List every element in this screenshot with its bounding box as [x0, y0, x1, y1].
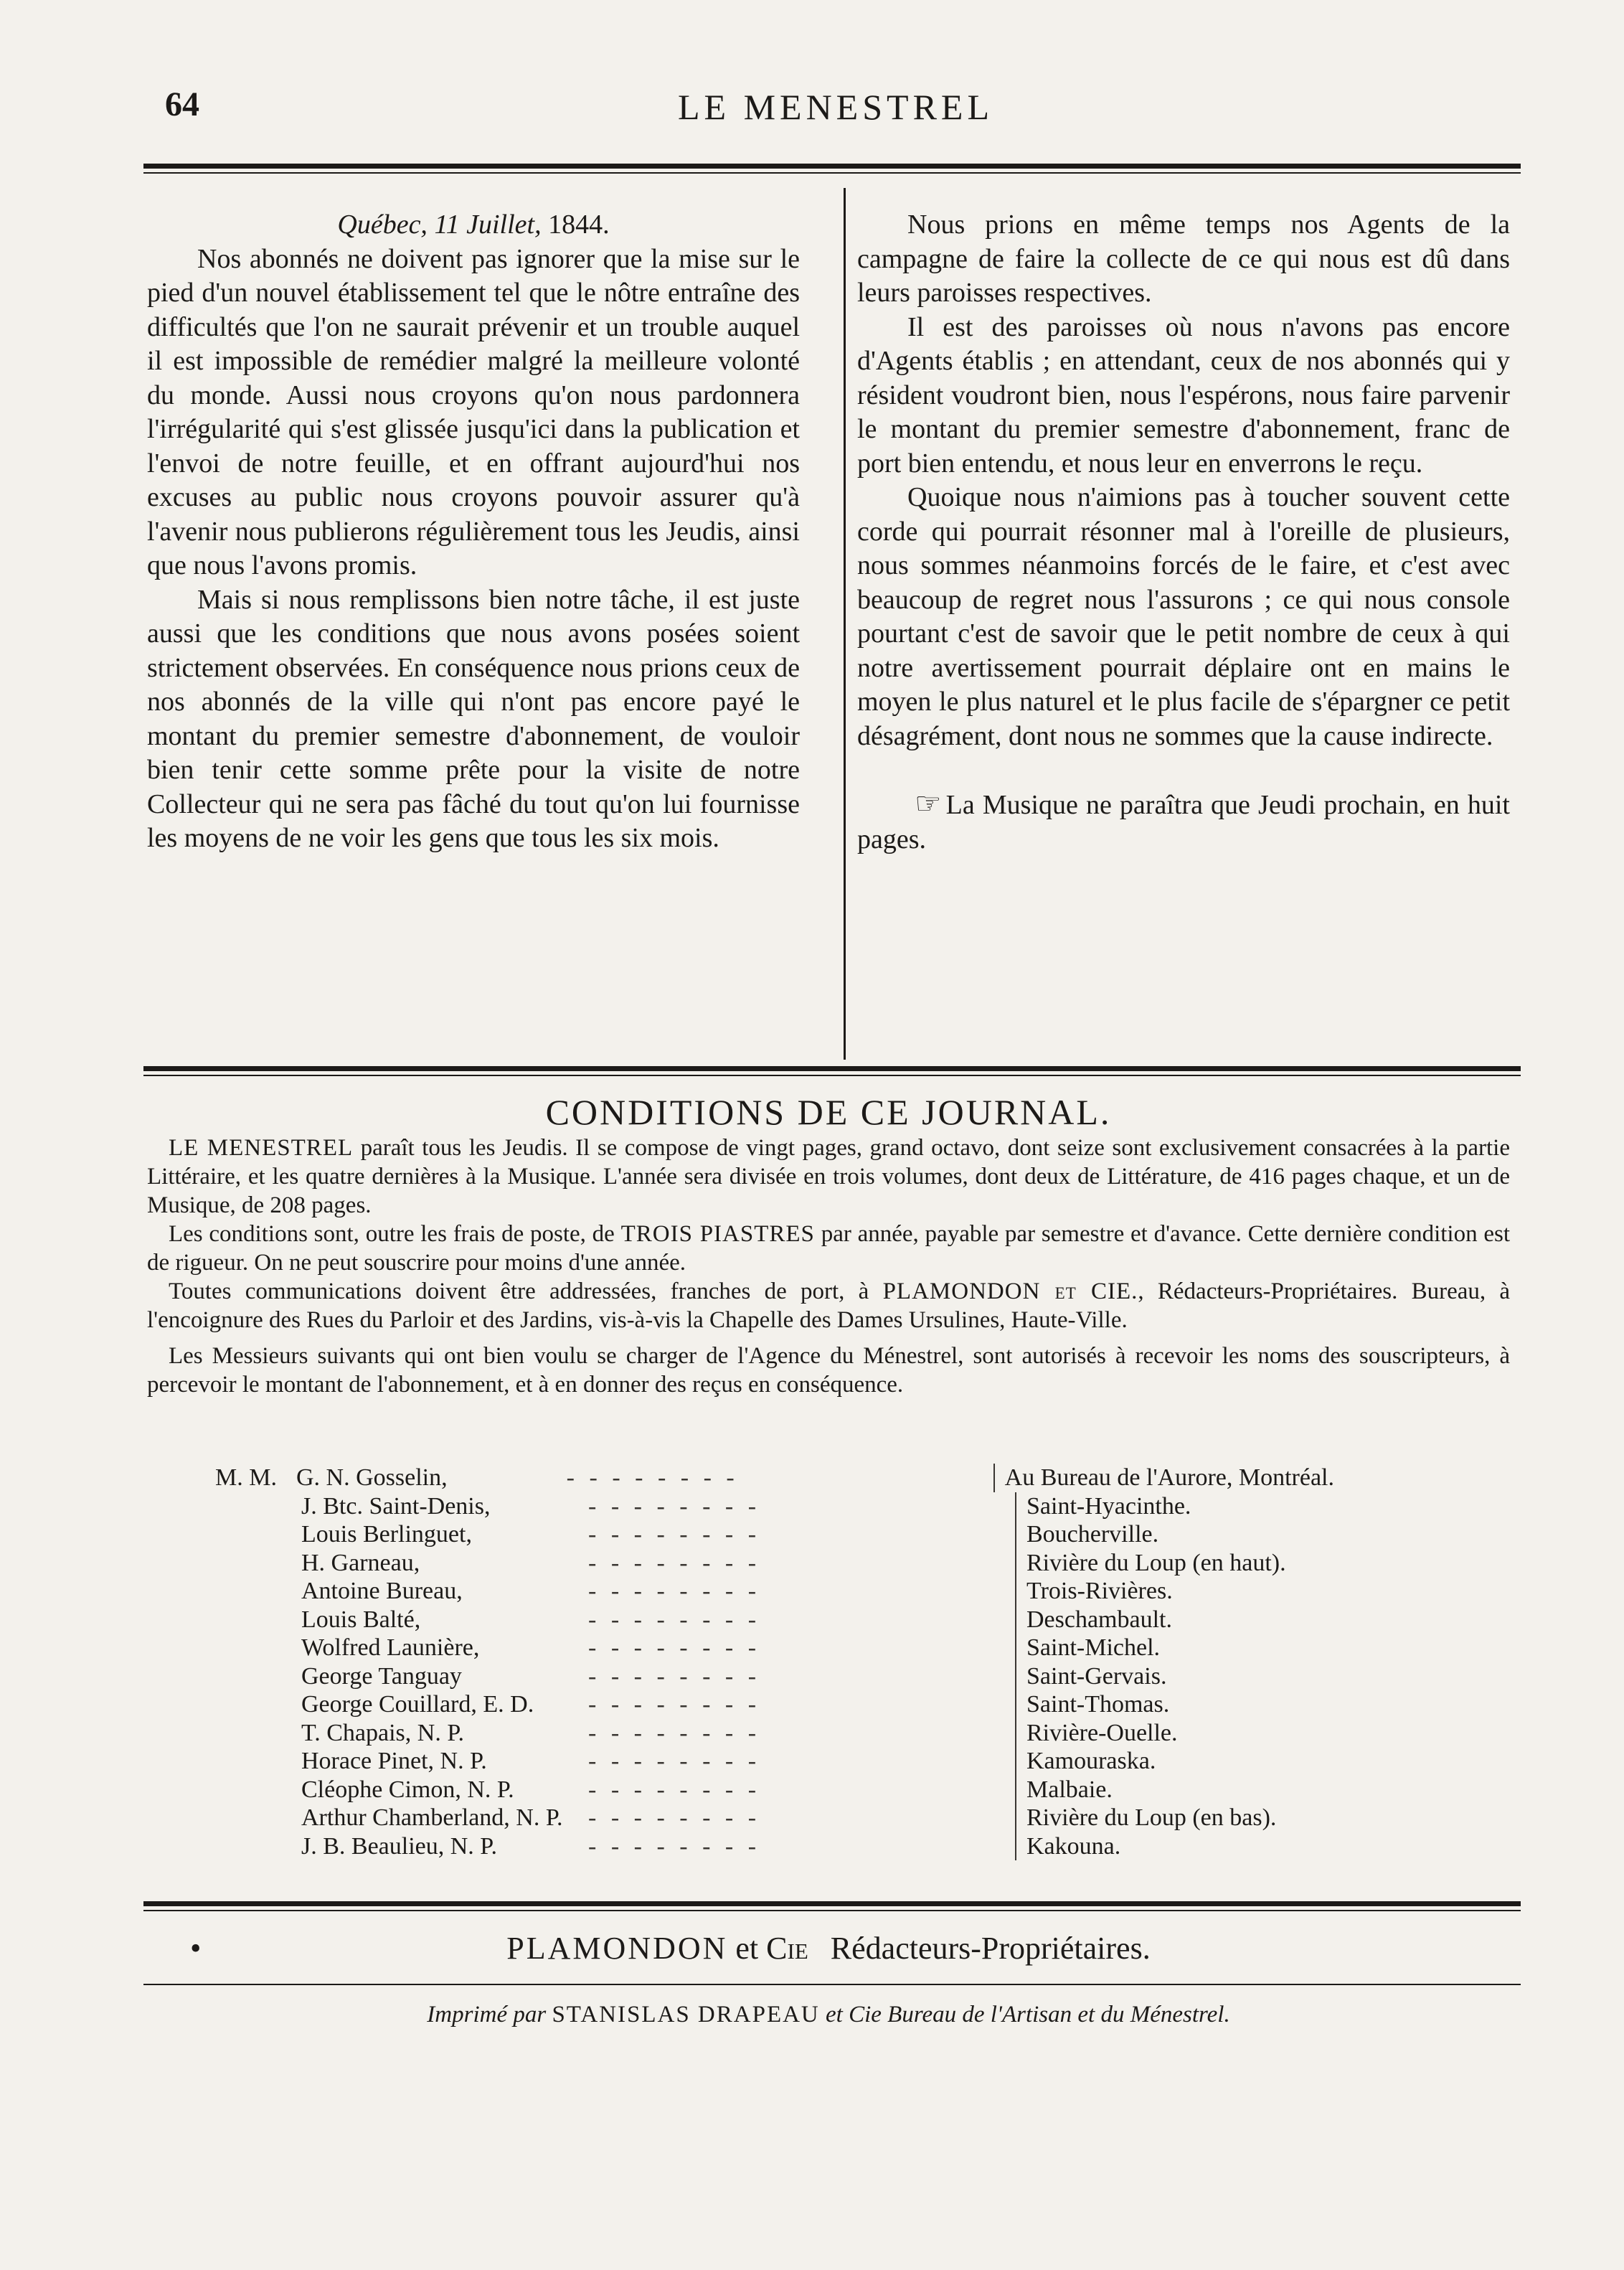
dot-leader: - - - - - - - -: [588, 1691, 761, 1718]
agent-row: [215, 1549, 1334, 1578]
article-paragraph: Il est des paroisses où nous n'avons pas encore d'Agents établis ; en attendant, ceux de nos abonnés qui y résident voudront bien, nous l'espérons, nous faire parvenir le montant du premier semestre d'abonnement, franc de port bien entendu, et nous leur en enverrons le reçu.: [857, 311, 1510, 479]
honorific: [215, 1549, 301, 1578]
honorific: [215, 1520, 301, 1549]
agent-name: G. N. Gosselin,: [296, 1464, 448, 1491]
dateline: [147, 208, 800, 242]
agent-name: George Tanguay: [301, 1662, 462, 1690]
dot-leader: - - - - - - - -: [588, 1719, 761, 1746]
agent-place: Rivière du Loup (en bas).: [1015, 1804, 1276, 1832]
price: TROIS PIASTRES: [620, 1221, 815, 1247]
agents-intro: Les Messieurs suivants qui ont bien voulu se charger de l'Agence du Ménestrel, sont autorisés à recevoir les noms des souscripteurs, à percevoir le montant de l'abonnement, et à en donner des reçus en conséquence.: [147, 1343, 1510, 1398]
agent-name: Louis Berlinguet,: [301, 1521, 472, 1548]
agent-row: [215, 1690, 1334, 1719]
right-column: [857, 208, 1510, 857]
agent-place: Saint-Michel.: [1015, 1634, 1160, 1662]
honorific: M. M.: [215, 1464, 277, 1491]
agent-row: [215, 1747, 1334, 1776]
agent-place: Saint-Thomas.: [1015, 1690, 1169, 1719]
honorific: [215, 1719, 301, 1748]
honorific: [215, 1606, 301, 1634]
article-paragraph: Nous prions en même temps nos Agents de la campagne de faire la collecte de ce qui nous est dû dans leurs paroisses respectives.: [857, 209, 1510, 308]
honorific: [215, 1577, 301, 1606]
agent-place: Deschambault.: [1015, 1606, 1172, 1634]
printer-imprint: Imprimé par STANISLAS DRAPEAU et Cie Bureau de l'Artisan et du Ménestrel.: [427, 2002, 1230, 2028]
agent-place: Trois-Rivières.: [1015, 1577, 1173, 1606]
agent-row: [215, 1719, 1334, 1748]
dateline-place: Québec,: [337, 209, 428, 240]
running-head: LE MENESTREL: [677, 87, 994, 127]
dot-leader: - - - - - - - -: [588, 1748, 761, 1774]
honorific: [215, 1776, 301, 1804]
agent-name: Antoine Bureau,: [301, 1578, 463, 1604]
publisher-name: PLAMONDON: [506, 1931, 728, 1966]
honorific: [215, 1747, 301, 1776]
agent-place: Rivière du Loup (en haut).: [1015, 1549, 1286, 1578]
firm-name: PLAMONDON et CIE.: [882, 1278, 1138, 1304]
agent-name: J. Btc. Saint-Denis,: [301, 1492, 491, 1520]
agent-place: Saint-Hyacinthe.: [1015, 1492, 1191, 1521]
dot-leader: - - - - - - - -: [588, 1549, 761, 1576]
agent-place: Malbaie.: [1015, 1776, 1113, 1804]
conditions-paragraph: Les conditions sont, outre les frais de poste, de TROIS PIASTRES par année, payable par semestre et d'avance. Cette dernière condition est de rigueur. On ne peut souscrire pour moins d'une année.: [147, 1221, 1510, 1276]
honorific: [215, 1634, 301, 1662]
agent-place: Rivière-Ouelle.: [1015, 1719, 1178, 1748]
dateline-year: 1844.: [548, 209, 610, 240]
honorific: [215, 1832, 301, 1861]
agent-row: [215, 1464, 1334, 1492]
pointing-hand-icon: ☞: [915, 788, 942, 821]
dot-leader: - - - - - - - -: [588, 1662, 761, 1690]
article-paragraph: Quoique nous n'aimions pas à toucher souvent cette corde qui pourrait résonner mal à l'oreille de plusieurs, nous sommes néanmoins forcés de le faire, et c'est avec beaucoup de regret nous l'assurons ; ce qui nous console pourtant c'est de savoir que le petit nombre de ceux à qui notre avertissement pourrait déplaire ont en mains le moyen le plus naturel et le plus facile de s'épargner ce petit désagrément, dont nous ne sommes que la cause indirecte.: [857, 482, 1510, 751]
agent-row: [215, 1606, 1334, 1634]
dot-leader: - - - - - - - -: [588, 1634, 761, 1661]
agent-row: [215, 1776, 1334, 1804]
agent-name: Louis Balté,: [301, 1606, 421, 1633]
agent-name: Arthur Chamberland, N. P.: [301, 1804, 563, 1831]
conditions-section: [147, 1092, 1511, 1399]
footer-rule: [143, 1901, 1521, 1906]
agents-list: [215, 1464, 1334, 1860]
agent-row: [215, 1804, 1334, 1832]
music-notice-text: La Musique ne paraîtra que Jeudi prochain, en huit pages.: [857, 790, 1510, 854]
agent-place: Saint-Gervais.: [1015, 1662, 1166, 1691]
agent-place: Au Bureau de l'Aurore, Montréal.: [993, 1464, 1334, 1492]
agent-place: Boucherville.: [1015, 1520, 1158, 1549]
imprint-rule: [143, 1984, 1521, 1985]
column-divider: [844, 188, 846, 1060]
dot-leader: - - - - - - - -: [566, 1464, 739, 1491]
conditions-paragraph: LE MENESTREL paraît tous les Jeudis. Il se compose de vingt pages, grand octavo, dont seize sont exclusivement consacrées à la partie Littéraire, et les quatre dernières à la Musique. L'année sera divisée en trois volumes, dont deux de Littérature, de 416 pages chaque, et un de Musique, de 208 pages.: [147, 1135, 1510, 1218]
conditions-title: CONDITIONS DE CE JOURNAL.: [545, 1092, 1112, 1132]
agent-row: [215, 1492, 1334, 1521]
dot-leader: - - - - - - - -: [588, 1578, 761, 1604]
dot-leader: - - - - - - - -: [588, 1606, 761, 1633]
agent-row: [215, 1634, 1334, 1662]
agent-row: [215, 1520, 1334, 1549]
dot-leader: - - - - - - - -: [588, 1804, 761, 1831]
agent-name: Wolfred Launière,: [301, 1634, 480, 1661]
journal-name: LE MENESTREL: [169, 1135, 354, 1161]
honorific: [215, 1804, 301, 1832]
article-paragraph: Mais si nous remplissons bien notre tâche, il est juste aussi que les conditions que nous avons posées soient strictement observées. En conséquence nous prions ceux de nos abonnés de la ville qui n'ont pas encore payé le montant du premier semestre d'abonnement, de vouloir bien tenir cette somme prête pour la visite de notre Collecteur qui ne sera pas fâché du tout qu'on lui fournisse les moyens de ne voir les gens que tous les six mois.: [147, 584, 800, 853]
dateline-day: 11: [434, 209, 460, 240]
agent-place: Kamouraska.: [1015, 1747, 1156, 1776]
honorific: [215, 1662, 301, 1691]
music-notice: [857, 788, 1510, 857]
honorific: [215, 1690, 301, 1719]
printer-name: STANISLAS DRAPEAU: [552, 2002, 820, 2028]
agent-name: T. Chapais, N. P.: [301, 1719, 464, 1746]
article-paragraph: Nos abonnés ne doivent pas ignorer que la mise sur le pied d'un nouvel établissement tel que le nôtre entraîne des difficultés que l'on ne saurait prévenir et un trouble auquel il est impossible de remédier malgré la meilleure volonté du monde. Aussi nous croyons qu'on nous pardonnera l'irrégularité qui s'est glissée jusqu'ici dans la publication et l'envoi de notre feuille, et en offrant aujourd'hui nos excuses au public nous croyons pouvoir assurer qu'à l'avenir nous publierons régulièrement tous les Jeudis, ainsi que nous l'avons promis.: [147, 243, 800, 580]
agent-name: Horace Pinet, N. P.: [301, 1748, 487, 1774]
conditions-paragraph: Toutes communications doivent être addressées, franches de port, à PLAMONDON et CIE., Rédacteurs-Propriétaires. Bureau, à l'encoignure des Rues du Parloir et des Jardins, vis-à-vis la Chapelle des Dames Ursulines, Haute-Ville.: [147, 1278, 1511, 1333]
dot-leader: - - - - - - - -: [588, 1521, 761, 1548]
header-rule: [143, 164, 1521, 169]
page-number: 64: [165, 85, 199, 123]
left-column: [147, 208, 800, 856]
bullet-mark: •: [190, 1931, 202, 1966]
dot-leader: - - - - - - - -: [588, 1776, 761, 1803]
honorific: [215, 1492, 301, 1521]
agent-row: [215, 1832, 1334, 1861]
agent-row: [215, 1577, 1334, 1606]
dateline-month: Juillet,: [466, 209, 542, 240]
agent-name: George Couillard, E. D.: [301, 1691, 534, 1718]
agent-row: [215, 1662, 1334, 1691]
agent-name: J. B. Beaulieu, N. P.: [301, 1832, 497, 1860]
publisher-title: Rédacteurs-Propriétaires.: [830, 1931, 1151, 1966]
agent-place: Kakouna.: [1015, 1832, 1120, 1861]
publisher-signature: • PLAMONDON et Cie Rédacteurs-Propriétaires.: [190, 1931, 1151, 1966]
dot-leader: - - - - - - - -: [588, 1832, 761, 1860]
agent-name: H. Garneau,: [301, 1549, 420, 1576]
section-rule: [143, 1066, 1521, 1071]
page-header: [136, 77, 1535, 135]
agent-name: Cléophe Cimon, N. P.: [301, 1776, 514, 1803]
dot-leader: - - - - - - - -: [588, 1492, 761, 1520]
